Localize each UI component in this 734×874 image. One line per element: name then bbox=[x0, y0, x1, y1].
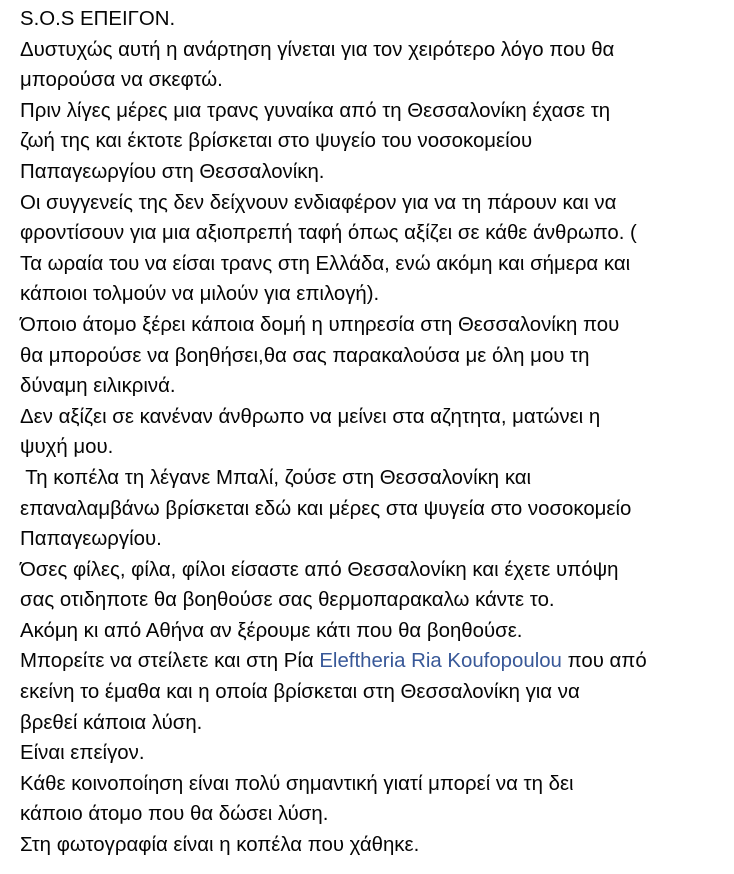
post-line: σας οτιδηποτε θα βοηθούσε σας θερμοπαρακαλω κάντε το. bbox=[20, 589, 555, 612]
post-line-with-mention bbox=[20, 646, 734, 677]
post-line: επαναλαμβάνω βρίσκεται εδώ και μέρες στα ψυγεία στο νοσοκομείο bbox=[20, 497, 632, 520]
post-line: Στη φωτογραφία είναι η κοπέλα που χάθηκε. bbox=[20, 834, 420, 857]
post-line: φροντίσουν για μια αξιοπρεπή ταφή όπως αξίζει σε κάθε άνθρωπο. ( bbox=[20, 222, 637, 245]
post-line: εκείνη το έμαθα και η οποία βρίσκεται στη Θεσσαλονίκη για να bbox=[20, 681, 580, 704]
mention-prefix-text: Μπορείτε να στείλετε και στη Ρία bbox=[20, 650, 320, 673]
post-line: Όσες φίλες, φίλα, φίλοι είσαστε από Θεσσαλονίκη και έχετε υπόψη bbox=[20, 558, 619, 581]
post-line: θα μπορούσε να βοηθήσει,θα σας παρακαλούσα με όλη μου τη bbox=[20, 344, 590, 367]
post-line: S.O.S ΕΠΕΙΓΟΝ. bbox=[20, 8, 176, 30]
post-line: κάποιο άτομο που θα δώσει λύση. bbox=[20, 803, 329, 826]
post-line: Παπαγεωργίου στη Θεσσαλονίκη. bbox=[20, 160, 325, 183]
post-line: Πριν λίγες μέρες μια τρανς γυναίκα από τη Θεσσαλονίκη έχασε τη bbox=[20, 99, 611, 122]
mention-suffix-text: που από bbox=[561, 650, 647, 673]
post-text bbox=[20, 4, 734, 861]
user-mention-link[interactable]: Eleftheria Ria Koufopoulou bbox=[319, 650, 562, 673]
post-line: Κάθε κοινοποίηση είναι πολύ σημαντική γιατί μπορεί να τη δει bbox=[20, 772, 574, 795]
post-line: Δεν αξίζει σε κανέναν άνθρωπο να μείνει στα αζητητα, ματώνει η bbox=[20, 405, 601, 428]
post-line: Τα ωραία του να είσαι τρανς στη Ελλάδα, ενώ ακόμη και σήμερα και bbox=[20, 252, 631, 275]
post-line: ζωή της και έκτοτε βρίσκεται στο ψυγείο του νοσοκομείου bbox=[20, 130, 533, 153]
post-line: Ακόμη κι από Αθήνα αν ξέρουμε κάτι που θα βοηθούσε. bbox=[20, 619, 523, 642]
post-line: κάποιοι τολμούν να μιλούν για επιλογή). bbox=[20, 283, 380, 306]
post-line: μπορούσα να σκεφτώ. bbox=[20, 69, 223, 92]
post-line: ψυχή μου. bbox=[20, 436, 114, 459]
post-line: Παπαγεωργίου. bbox=[20, 528, 162, 551]
post-line: Οι συγγενείς της δεν δείχνουν ενδιαφέρον για να τη πάρουν και να bbox=[20, 191, 617, 214]
post-line: βρεθεί κάποια λύση. bbox=[20, 711, 203, 734]
post-line: Τη κοπέλα τη λέγανε Μπαλί, ζούσε στη Θεσσαλονίκη και bbox=[20, 466, 532, 489]
post-line: Είναι επείγον. bbox=[20, 742, 145, 765]
post-line: δύναμη ειλικρινά. bbox=[20, 375, 176, 398]
post-line: Δυστυχώς αυτή η ανάρτηση γίνεται για τον χειρότερο λόγο που θα bbox=[20, 38, 615, 61]
post-line: Όποιο άτομο ξέρει κάποια δομή η υπηρεσία στη Θεσσαλονίκη που bbox=[20, 313, 620, 336]
